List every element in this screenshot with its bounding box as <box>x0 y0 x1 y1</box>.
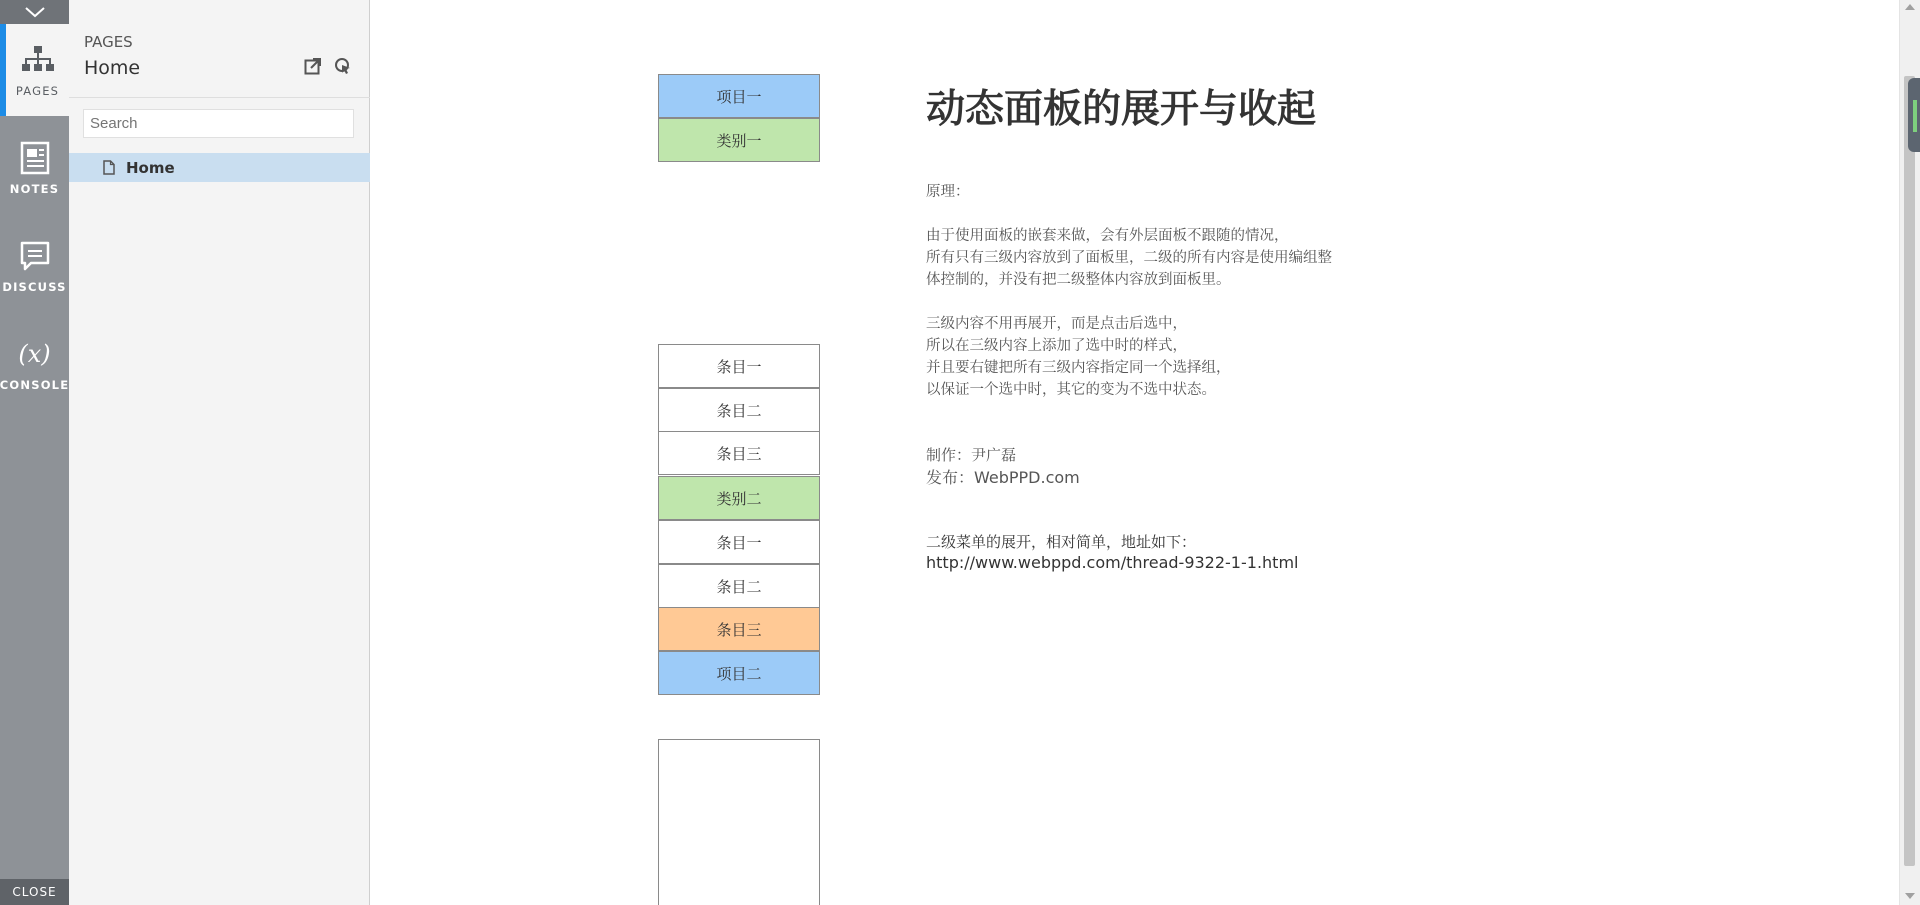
close-button[interactable]: CLOSE <box>0 879 69 905</box>
search-input[interactable] <box>83 109 354 138</box>
collapse-toggle[interactable] <box>0 0 69 24</box>
rail-tab-console[interactable] <box>0 318 69 410</box>
scroll-down-icon[interactable] <box>1905 893 1915 899</box>
chevron-down-icon <box>24 6 46 18</box>
panel-actions <box>304 57 352 75</box>
minimap-bar <box>1913 100 1917 132</box>
menu-entry-selected[interactable]: 条目三 <box>658 607 820 651</box>
prototype-canvas <box>371 0 1899 905</box>
text-line: 并且要右键把所有三级内容指定同一个选择组， <box>926 360 1231 376</box>
text-line: 所有只有三级内容放到了面板里，二级的所有内容是使用编组整 <box>926 250 1332 266</box>
discuss-icon <box>19 240 51 272</box>
scroll-up-icon[interactable] <box>1905 4 1915 10</box>
text-line: 以保证一个选中时，其它的变为不选中状态。 <box>926 382 1216 398</box>
minimap-widget[interactable] <box>1908 78 1920 152</box>
menu-item-project-1[interactable]: 项目一 <box>658 74 820 118</box>
sitemap-icon <box>21 45 55 75</box>
text-line: 体控制的，并没有把二级整体内容放到面板里。 <box>926 272 1231 288</box>
text-line: 三级内容不用再展开，而是点击后选中， <box>926 316 1187 332</box>
link-url[interactable]: http://www.webppd.com/thread-9322-1-1.html <box>926 553 1299 572</box>
menu-entry[interactable]: 条目二 <box>658 564 820 608</box>
scroll-thumb[interactable] <box>1904 76 1915 866</box>
text-line: 所以在三级内容上添加了选中时的样式， <box>926 338 1187 354</box>
page-title: 动态面板的展开与收起 <box>926 87 1317 132</box>
panel-caption: PAGES <box>84 33 133 51</box>
rail-tab-label: CONSOLE <box>0 378 70 392</box>
rail-tab-label: PAGES <box>15 84 60 98</box>
rail-tab-pages[interactable] <box>0 24 69 116</box>
page-item-label: Home <box>126 158 175 177</box>
menu-entry[interactable]: 条目一 <box>658 520 820 564</box>
menu-item-project-2[interactable]: 项目二 <box>658 651 820 695</box>
rail-tab-notes[interactable] <box>0 122 69 214</box>
menu-category-1[interactable]: 类别一 <box>658 118 820 162</box>
empty-panel-box <box>658 739 820 905</box>
page-item-home[interactable] <box>69 153 370 182</box>
open-external-icon[interactable] <box>304 57 322 75</box>
vertical-scrollbar[interactable] <box>1899 0 1920 905</box>
pages-panel <box>69 0 370 905</box>
rail-tab-label: NOTES <box>9 182 60 196</box>
menu-entry[interactable]: 条目二 <box>658 388 820 432</box>
hotspot-icon[interactable] <box>334 57 352 75</box>
notes-icon <box>20 141 50 175</box>
text-line: 由于使用面板的嵌套来做，会有外层面板不跟随的情况， <box>926 228 1289 244</box>
panel-divider <box>69 97 370 98</box>
rail-tab-discuss[interactable] <box>0 220 69 312</box>
note-line: 二级菜单的展开，相对简单，地址如下： <box>926 533 1197 551</box>
text-line: 原理： <box>926 184 970 200</box>
page-icon <box>103 160 115 175</box>
console-icon: (x) <box>18 340 51 368</box>
menu-category-2[interactable]: 类别二 <box>658 476 820 520</box>
menu-entry[interactable]: 条目一 <box>658 344 820 388</box>
rail-tab-label: DISCUSS <box>2 280 67 294</box>
menu-entry[interactable]: 条目三 <box>658 431 820 475</box>
sidebar-rail <box>0 0 69 905</box>
panel-title: Home <box>84 57 141 79</box>
author-line: 制作：尹广磊 <box>926 446 1017 464</box>
publisher-line: 发布：WebPPD.com <box>926 468 1080 487</box>
